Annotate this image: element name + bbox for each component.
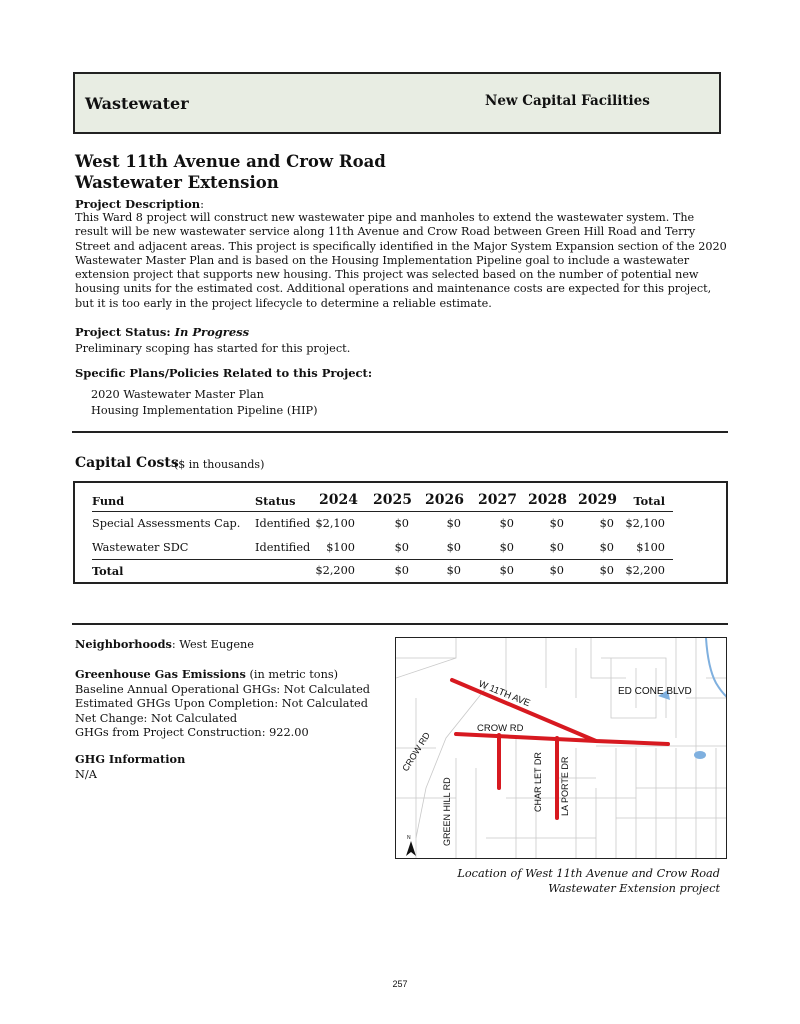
capital-costs-units: ($ in thousands) <box>174 458 265 471</box>
total-rule <box>92 559 673 560</box>
plans-label: Specific Plans/Policies Related to this Project: <box>75 366 373 380</box>
table-cell-2024: $100 <box>326 541 355 554</box>
plan-item: 2020 Wastewater Master Plan <box>91 388 264 401</box>
col-header-fund: Fund <box>92 494 125 508</box>
table-cell-2024: $2,100 <box>315 517 355 530</box>
ghg-line: Baseline Annual Operational GHGs: Not Calculated <box>75 682 371 696</box>
label-ed-cone-blvd: ED CONE BLVD <box>618 686 692 697</box>
capital-costs-title: Capital Costs <box>75 455 179 471</box>
col-header-2028: 2028 <box>528 492 567 508</box>
project-title: West 11th Avenue and Crow Road Wastewater Extension <box>75 152 386 192</box>
ghg-line: GHGs from Project Construction: 922.00 <box>75 726 309 739</box>
project-description: This Ward 8 project will construct new wastewater pipe and manholes to extend the wastewater system. The result will be new wastewater service along 11th Avenue and Crow Road between Green Hill Road and Terry Street and adjacent areas. This project is specifically identified in the Major System Expansion section of the 2020 Wastewater Master Plan and is based on the Housing Implementation Pipeline goal to include a wastewater extension project that supports new housing. This project was selected based on the number of potential new housing units for the estimated cost. Additional operations and maintenance costs are expected for this project, but it is too early in the project lifecycle to determine a reliable estimate. <box>75 211 727 310</box>
map-svg <box>396 638 727 859</box>
north-arrow-icon <box>406 841 416 856</box>
table-cell-2028: $0 <box>549 541 564 554</box>
col-header-2029: 2029 <box>578 492 617 508</box>
ghg-label: Greenhouse Gas Emissions <box>75 667 246 681</box>
section-title: New Capital Facilities <box>485 93 650 109</box>
table-cell-fund: Special Assessments Cap. <box>92 517 241 530</box>
table-cell-2027: $0 <box>499 541 514 554</box>
table-cell-total-label: Total <box>92 564 124 578</box>
table-cell-2025: $0 <box>394 541 409 554</box>
capital-costs-table <box>73 481 728 584</box>
description-label: Project Description: <box>75 197 204 211</box>
col-header-2025: 2025 <box>373 492 412 508</box>
col-header-status: Status <box>255 494 296 508</box>
table-cell-2026: $0 <box>446 541 461 554</box>
label-green-hill-rd: GREEN HILL RD <box>442 777 452 846</box>
table-cell-2027: $0 <box>499 517 514 530</box>
page-number: 257 <box>392 979 408 989</box>
ghg-section <box>75 667 370 741</box>
table-cell-status: Identified <box>255 541 311 554</box>
table-cell-2029: $0 <box>599 517 614 530</box>
table-cell-status: Identified <box>255 517 311 530</box>
col-header-total: Total <box>633 494 665 508</box>
ghg-info: GHG Information N/A <box>75 752 186 781</box>
pond <box>694 751 706 759</box>
ghg-line: Net Change: Not Calculated <box>75 711 238 725</box>
label-la-porte-dr: LA PORTE DR <box>560 756 570 816</box>
table-cell-2027: $0 <box>499 564 514 577</box>
section-header <box>73 72 721 134</box>
ghg-unit: (in metric tons) <box>249 668 339 681</box>
label-w11th-ave: W 11TH AVE <box>476 678 532 710</box>
label-crow-rd-diagonal: CROW RD <box>400 730 433 774</box>
ghg-line: Estimated GHGs Upon Completion: Not Calculated <box>75 697 368 710</box>
creek <box>706 638 727 698</box>
label-crow-rd: CROW RD <box>477 723 524 734</box>
plan-item: Housing Implementation Pipeline (HIP) <box>91 403 318 417</box>
label-char-let-dr: CHAR LET DR <box>533 752 543 812</box>
status-value: In Progress <box>174 325 250 339</box>
neighborhoods: Neighborhoods: West Eugene <box>75 637 254 651</box>
table-cell-2026: $0 <box>446 517 461 530</box>
table-cell-fund: Wastewater SDC <box>92 541 189 554</box>
col-header-2026: 2026 <box>425 492 464 508</box>
table-cell-2025: $0 <box>394 564 409 577</box>
pipe-crowrd <box>456 734 596 741</box>
table-cell-total: $2,100 <box>625 517 665 530</box>
plans-list <box>91 387 318 418</box>
north-label: N <box>407 835 411 841</box>
section-divider <box>72 623 728 625</box>
category-title: Wastewater <box>85 94 189 113</box>
table-cell-2025: $0 <box>394 517 409 530</box>
col-header-2024: 2024 <box>319 492 358 508</box>
col-header-2027: 2027 <box>478 492 517 508</box>
table-cell-2024: $2,200 <box>315 564 355 577</box>
section-divider <box>72 431 728 433</box>
location-map <box>395 637 727 859</box>
header-rule <box>92 511 673 512</box>
table-cell-2029: $0 <box>599 564 614 577</box>
table-cell-total: $2,200 <box>625 564 665 577</box>
table-cell-2029: $0 <box>599 541 614 554</box>
table-cell-2028: $0 <box>549 564 564 577</box>
table-cell-total: $100 <box>636 541 665 554</box>
project-status: Project Status: In Progress <box>75 325 250 339</box>
table-cell-2028: $0 <box>549 517 564 530</box>
status-text: Preliminary scoping has started for this project. <box>75 342 351 355</box>
map-caption: Location of West 11th Avenue and Crow Road Wastewater Extension project <box>457 867 720 895</box>
table-cell-2026: $0 <box>446 564 461 577</box>
